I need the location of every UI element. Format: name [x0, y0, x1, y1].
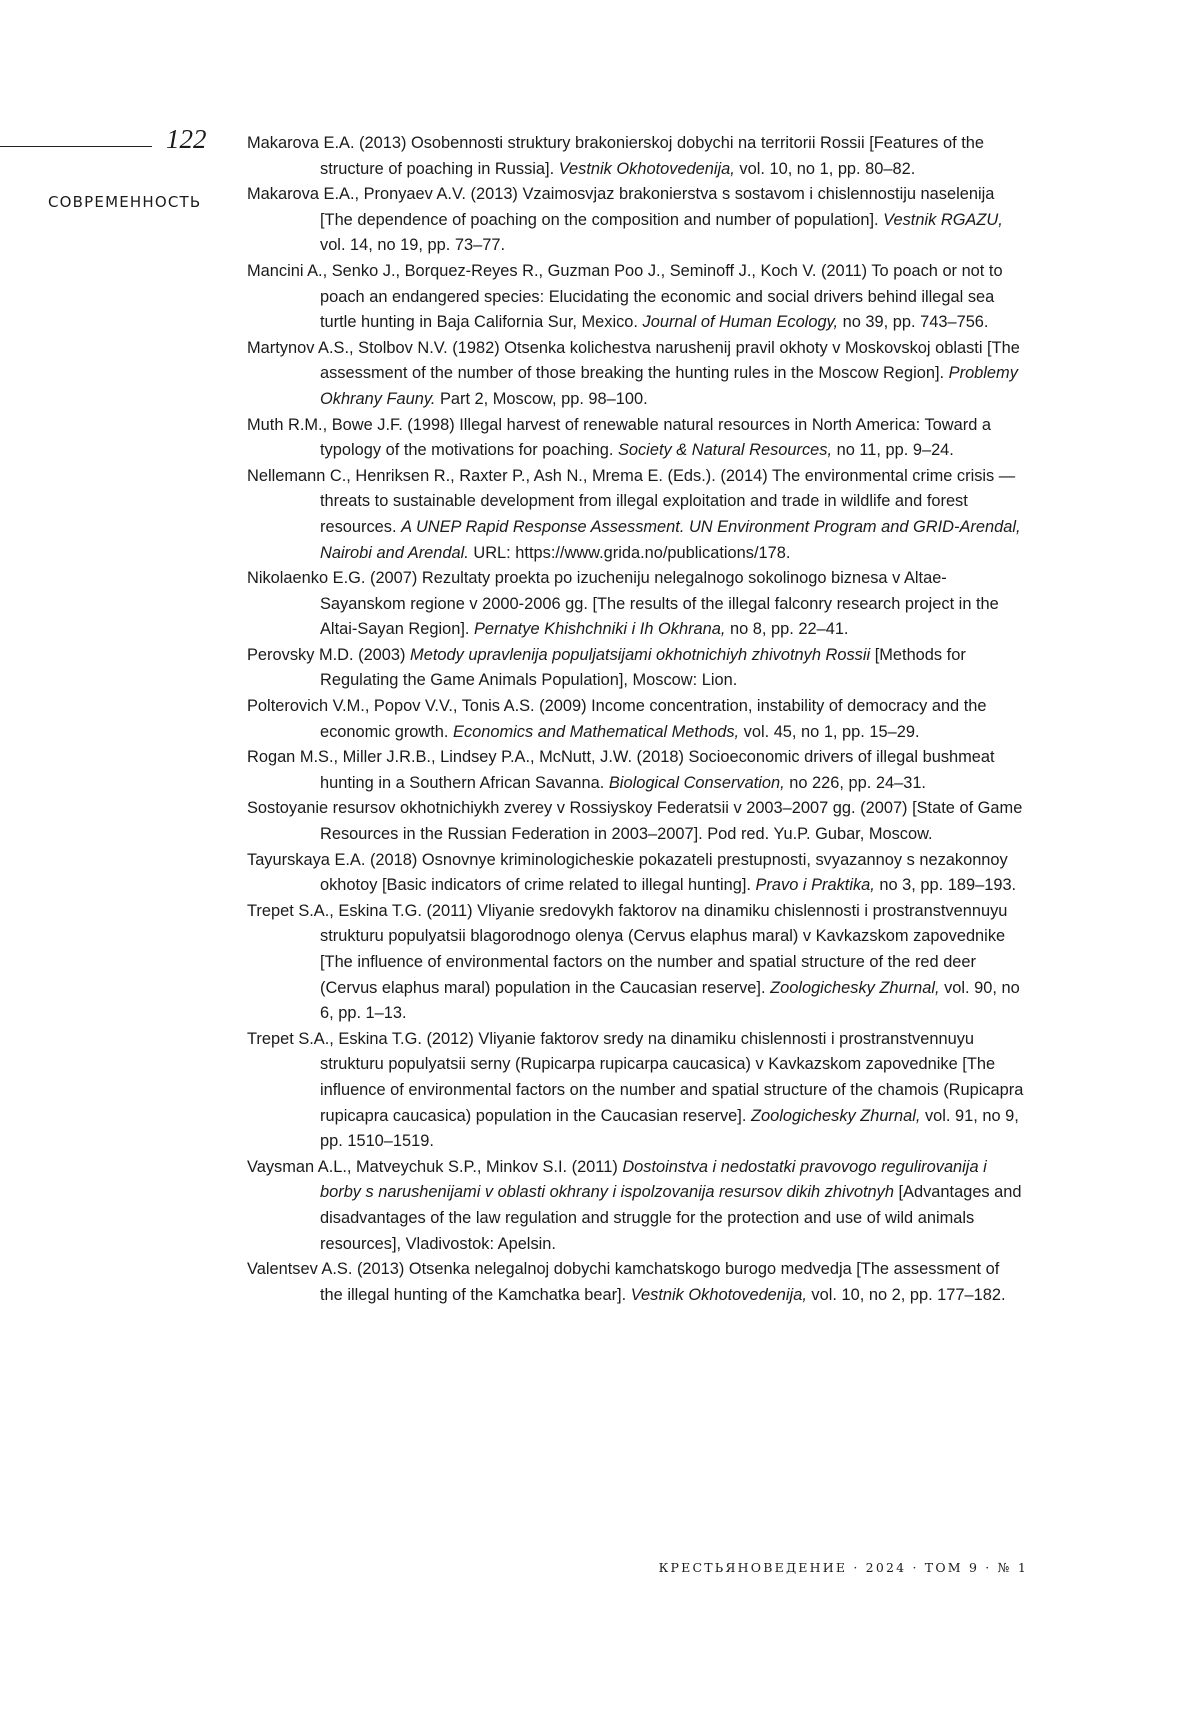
reference-source: A UNEP Rapid Response Assessment. UN Environment Program and GRID-Arendal, Nairobi and Arendal.: [320, 518, 1021, 562]
reference-details: vol. 10, no 1, pp. 80–82.: [735, 160, 915, 178]
reference-text: Vaysman A.L., Matveychuk S.P., Minkov S.I. (2011): [247, 1158, 622, 1176]
reference-text: Makarova E.A., Pronyaev A.V. (2013) Vzaimosvjaz brakonierstva s sostavom i chislennostiju naselenija [The dependence of poaching on the composition and number of population].: [247, 185, 994, 229]
reference-source: Pernatye Khishchniki i Ih Okhrana,: [474, 620, 725, 638]
page-number: 122: [166, 124, 207, 154]
reference-details: [Methods for Regulating the Game Animals Population], Moscow: Lion.: [320, 646, 966, 690]
reference-details: [Advantages and disadvantages of the law regulation and struggle for the protection and use of wild animals resources], Vladivostok: Apelsin.: [320, 1183, 1022, 1252]
reference-details: no 39, pp. 743–756.: [838, 313, 988, 331]
reference-source: Metody upravlenija populjatsijami okhotnichiyh zhivotnyh Rossii: [410, 646, 870, 664]
reference-details: URL: https://www.grida.no/publications/178.: [469, 544, 791, 562]
reference-entry: [247, 1257, 1025, 1308]
reference-text: Rogan M.S., Miller J.R.B., Lindsey P.A., McNutt, J.W. (2018) Socioeconomic drivers of illegal bushmeat hunting in a Southern African Savanna.: [247, 748, 995, 792]
reference-details: Part 2, Moscow, pp. 98–100.: [435, 390, 647, 408]
reference-entry: [247, 259, 1025, 336]
section-label: СОВРЕМЕННОСТЬ: [48, 193, 201, 211]
reference-text: Makarova E.A. (2013) Osobennosti struktury brakonierskoj dobychi na territorii Rossii [Features of the structure of poaching in Russia].: [247, 134, 984, 178]
reference-source: Biological Conservation,: [609, 774, 785, 792]
reference-details: vol. 10, no 2, pp. 177–182.: [807, 1286, 1006, 1304]
reference-source: Pravo i Praktika,: [756, 876, 875, 894]
reference-text: Polterovich V.M., Popov V.V., Tonis A.S. (2009) Income concentration, instability of democracy and the economic growth.: [247, 697, 987, 741]
reference-details: no 3, pp. 189–193.: [875, 876, 1016, 894]
reference-entry: [247, 566, 1025, 643]
reference-details: no 8, pp. 22–41.: [725, 620, 848, 638]
reference-text: Sostoyanie resursov okhotnichiykh zverey v Rossiyskoy Federatsii v 2003–2007 gg. (2007) [State of Game Resources in the Russian Federation in 2003–2007]. Pod red. Yu.P. Gubar, Moscow.: [247, 799, 1022, 843]
reference-entry: [247, 745, 1025, 796]
reference-text: Martynov A.S., Stolbov N.V. (1982) Otsenka kolichestva narushenij pravil okhoty v Moskovskoj oblasti [The assessment of the number of those breaking the hunting rules in the Moscow Region].: [247, 339, 1020, 383]
reference-details: vol. 14, no 19, pp. 73–77.: [320, 236, 505, 254]
reference-source: Vestnik Okhotovedenija,: [559, 160, 735, 178]
reference-text: Trepet S.A., Eskina T.G. (2011) Vliyanie sredovykh faktorov na dinamiku chislennosti i prostranstvennuyu strukturu populyatsii blagorodnogo olenya (Cervus elaphus maral) v Kavkazskom zapovednike [The influence of environmental factors on the number and spatial structure of the red deer (Cervus elaphus maral) population in the Caucasian reserve].: [247, 902, 1007, 997]
reference-entry: [247, 643, 1025, 694]
reference-source: Dostoinstva i nedostatki pravovogo regulirovanija i borby s narushenijami v oblasti okhrany i ispolzovanija resursov dikih zhivotnyh: [320, 1158, 987, 1202]
reference-text: Mancini A., Senko J., Borquez-Reyes R., Guzman Poo J., Seminoff J., Koch V. (2011) To poach or not to poach an endangered species: Elucidating the economic and social drivers behind illegal sea turtle hunting in Baja California Sur, Mexico.: [247, 262, 1003, 331]
page-number-rule: [0, 146, 152, 147]
reference-details: vol. 91, no 9, pp. 1510–1519.: [320, 1107, 1019, 1151]
running-footer: КРЕСТЬЯНОВЕДЕНИЕ · 2024 · ТОМ 9 · № 1: [659, 1560, 1028, 1575]
reference-text: Nikolaenko E.G. (2007) Rezultaty proekta po izucheniju nelegalnogo sokolinogo biznesa v Altae-Sayanskom regione v 2000-2006 gg. [The results of the illegal falconry research project in the Altai-Sayan Region].: [247, 569, 999, 638]
reference-entry: [247, 413, 1025, 464]
reference-source: Vestnik RGAZU,: [883, 211, 1003, 229]
reference-source: Problemy Okhrany Fauny.: [320, 364, 1018, 408]
reference-entry: [247, 796, 1025, 847]
reference-entry: [247, 899, 1025, 1027]
reference-source: Zoologichesky Zhurnal,: [770, 979, 939, 997]
reference-source: Economics and Mathematical Methods,: [453, 723, 739, 741]
reference-entry: [247, 694, 1025, 745]
reference-text: Tayurskaya E.A. (2018) Osnovnye kriminologicheskie pokazateli prestupnosti, svyazannoy s nezakonnoy okhotoy [Basic indicators of crime related to illegal hunting].: [247, 851, 1008, 895]
reference-details: no 11, pp. 9–24.: [832, 441, 954, 459]
reference-text: Perovsky M.D. (2003): [247, 646, 410, 664]
reference-entry: [247, 464, 1025, 566]
reference-text: Trepet S.A., Eskina T.G. (2012) Vliyanie faktorov sredy na dinamiku chislennosti i prostranstvennuyu strukturu populyatsii serny (Rupicarpa rupicarpa caucasica) v Kavkazskom zapovednike [The influence of environmental factors on the number and spatial structure of the chamois (Rupicapra rupicapra caucasica) population in the Caucasian reserve].: [247, 1030, 1023, 1125]
reference-text: Muth R.M., Bowe J.F. (1998) Illegal harvest of renewable natural resources in North America: Toward a typology of the motivations for poaching.: [247, 416, 991, 460]
reference-entry: [247, 182, 1025, 259]
reference-source: Journal of Human Ecology,: [643, 313, 839, 331]
reference-entry: [247, 848, 1025, 899]
reference-text: Nellemann C., Henriksen R., Raxter P., Ash N., Mrema E. (Eds.). (2014) The environmental crime crisis — threats to sustainable development from illegal exploitation and trade in wildlife and forest resources.: [247, 467, 1015, 536]
reference-entry: [247, 1027, 1025, 1155]
reference-details: vol. 45, no 1, pp. 15–29.: [739, 723, 919, 741]
reference-details: no 226, pp. 24–31.: [785, 774, 926, 792]
reference-list: [247, 131, 1025, 1308]
reference-text: Valentsev A.S. (2013) Otsenka nelegalnoj dobychi kamchatskogo burogo medvedja [The assessment of the illegal hunting of the Kamchatka bear].: [247, 1260, 999, 1304]
reference-source: Vestnik Okhotovedenija,: [631, 1286, 807, 1304]
reference-details: vol. 90, no 6, pp. 1–13.: [320, 979, 1020, 1023]
reference-entry: [247, 131, 1025, 182]
reference-entry: [247, 336, 1025, 413]
reference-entry: [247, 1155, 1025, 1257]
reference-source: Zoologichesky Zhurnal,: [751, 1107, 920, 1125]
reference-source: Society & Natural Resources,: [618, 441, 832, 459]
